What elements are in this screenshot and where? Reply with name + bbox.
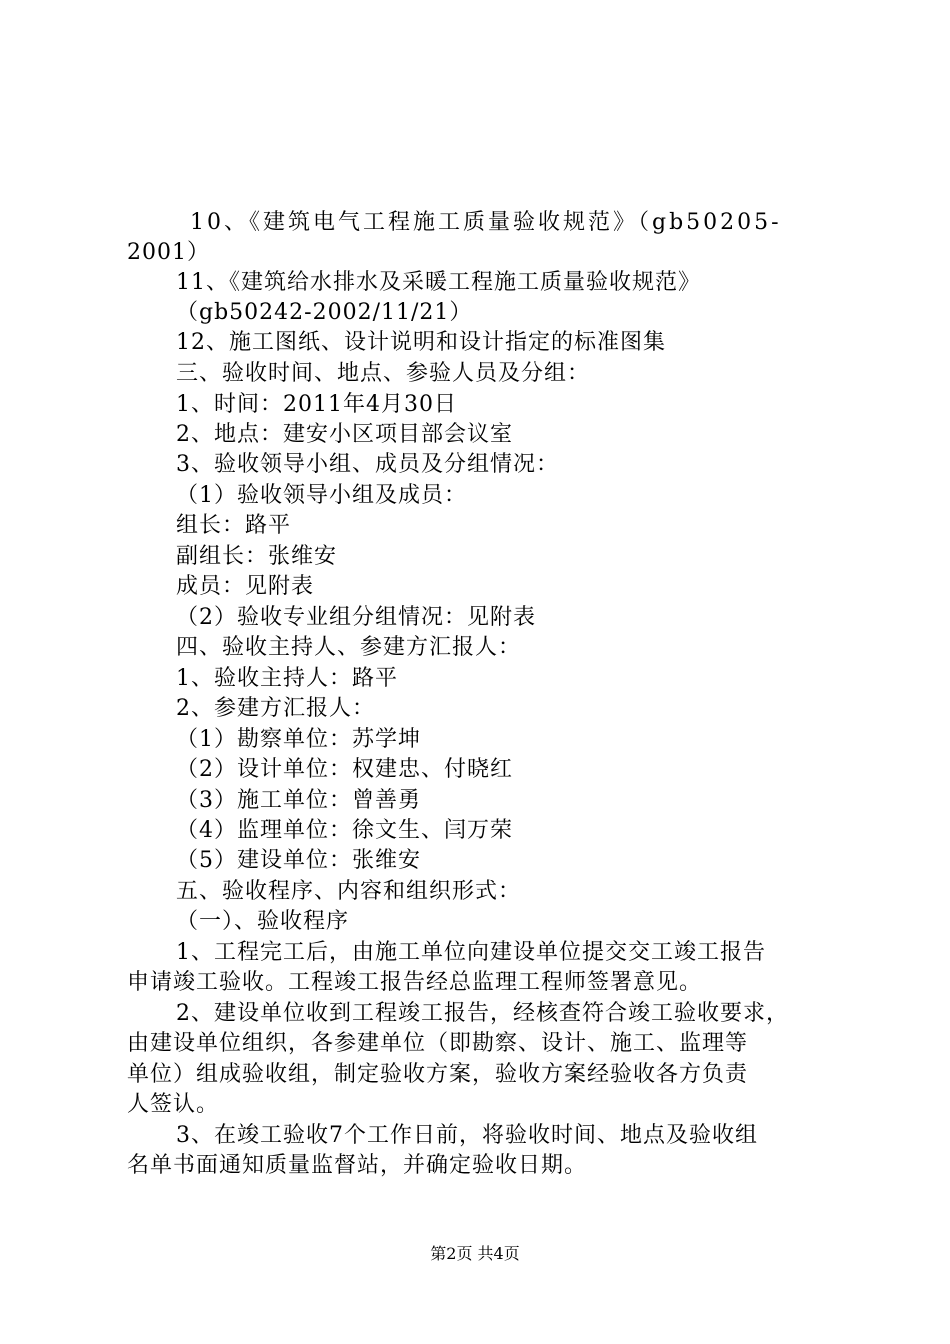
text-line: （2）验收专业组分组情况：见附表 — [176, 605, 536, 630]
text-line: 2、地点：建安小区项目部会议室 — [176, 422, 513, 447]
text-line: 组长：路平 — [176, 513, 292, 538]
text-line: （1）勘察单位：苏学坤 — [176, 727, 421, 752]
section-heading: 五、验收程序、内容和组织形式： — [176, 879, 522, 904]
text-line: 2、建设单位收到工程竣工报告，经核查符合竣工验收要求， — [176, 1001, 789, 1026]
text-line: （一）、验收程序 — [176, 909, 350, 934]
text-line: 11、《建筑给水排水及采暖工程施工质量验收规范》 — [176, 270, 701, 295]
text-line: 单位）组成验收组，制定验收方案，验收方案经验收各方负责 — [127, 1062, 749, 1087]
text-line: （1）验收领导小组及成员： — [176, 483, 467, 508]
section-heading: 四、验收主持人、参建方汇报人： — [176, 635, 522, 660]
text-line: （2）设计单位：权建忠、付晓红 — [176, 757, 513, 782]
text-line: （gb50242-2002/11/21） — [176, 300, 473, 325]
text-line: 副组长：张维安 — [176, 544, 338, 569]
text-line: 名单书面通知质量监督站，并确定验收日期。 — [127, 1153, 588, 1178]
text-line: （3）施工单位：曾善勇 — [176, 788, 421, 813]
text-line: 12、施工图纸、设计说明和设计指定的标准图集 — [176, 330, 666, 355]
section-heading: 三、验收时间、地点、参验人员及分组： — [176, 361, 591, 386]
text-line: （5）建设单位：张维安 — [176, 848, 421, 873]
page-footer: 第2页 共4页 — [430, 1244, 520, 1263]
text-line: 10、《建筑电气工程施工质量验收规范》（gb50205- — [190, 210, 782, 235]
text-line: 1、工程完工后，由施工单位向建设单位提交交工竣工报告 — [176, 940, 766, 965]
text-line: 3、在竣工验收7个工作日前，将验收时间、地点及验收组 — [176, 1123, 758, 1148]
text-line: 2001） — [127, 240, 210, 265]
text-line: 1、时间：2011年4月30日 — [176, 392, 457, 417]
text-line: 1、验收主持人：路平 — [176, 666, 398, 691]
text-line: 人签认。 — [127, 1092, 220, 1117]
text-line: 申请竣工验收。工程竣工报告经总监理工程师签署意见。 — [127, 970, 703, 995]
text-line: 成员：见附表 — [176, 574, 315, 599]
text-line: 由建设单位组织，各参建单位（即勘察、设计、施工、监理等 — [127, 1031, 749, 1056]
text-line: （4）监理单位：徐文生、闫万荣 — [176, 818, 513, 843]
text-line: 3、验收领导小组、成员及分组情况： — [176, 452, 559, 477]
text-line: 2、参建方汇报人： — [176, 696, 375, 721]
